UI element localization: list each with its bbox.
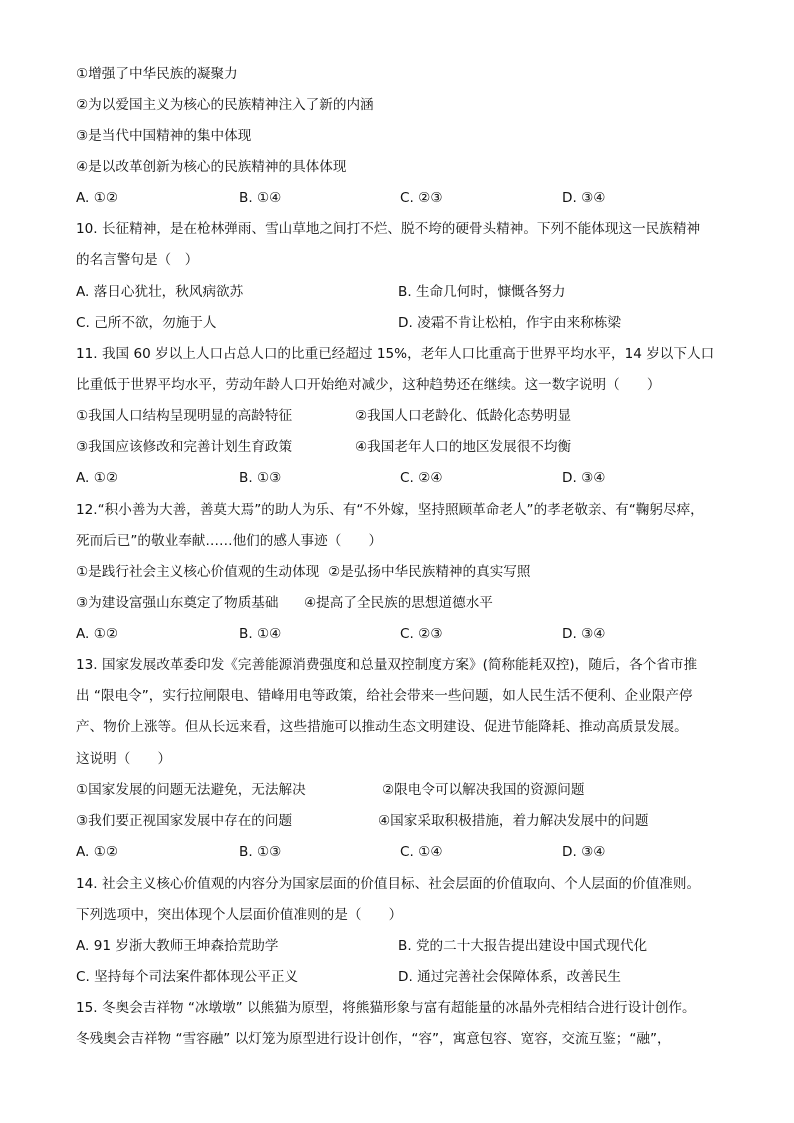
q12-stem-line-2: 死而后已”的敬业奉献……他们的感人事迹（ ）: [76, 533, 383, 549]
q12-option-d[interactable]: D. ③④: [562, 626, 606, 642]
q14-option-c[interactable]: C. 坚持每个司法案件都体现公平正义: [76, 969, 299, 985]
q12-item-4: ④提高了全民族的思想道德水平: [304, 595, 493, 611]
q13-stem-line-1: 13. 国家发展改革委印发《完善能源消费强度和总量双控制度方案》(简称能耗双控)，随后，各个省市推: [76, 657, 698, 673]
q9-item-2: ②为以爱国主义为核心的民族精神注入了新的内涵: [76, 97, 374, 113]
q11-option-b[interactable]: B. ①③: [239, 470, 282, 486]
q13-stem-line-3: 产、物价上涨等。但从长远来看，这些措施可以推动生态文明建设、促进节能降耗、推动高质景发展。: [76, 719, 688, 735]
q13-item-1: ①国家发展的问题无法避免，无法解决: [76, 782, 306, 798]
q11-option-d[interactable]: D. ③④: [562, 470, 606, 486]
q10-stem-line-2: 的名言警句是（ ）: [76, 252, 199, 268]
q14-options-row-2: [76, 967, 736, 987]
q14-option-b[interactable]: B. 党的二十大报告提出建设中国式现代化: [398, 938, 648, 954]
q12-stem-line-1: 12.“积小善为大善，善莫大焉”的助人为乐、有“不外嫁，坚持照顾革命老人”的孝老敬亲、有“鞠躬尽瘁，: [76, 502, 704, 518]
q14-stem-line-2: 下列选项中，突出体现个人层面价值准则的是（ ）: [76, 907, 403, 923]
q12-item-1: ①是践行社会主义核心价值观的生动体现: [76, 564, 320, 580]
q12-items-row-1: [76, 562, 736, 582]
q13-options: [76, 842, 736, 862]
q13-option-c[interactable]: C. ①④: [400, 844, 443, 860]
q12-item-3: ③为建设富强山东奠定了物质基础: [76, 595, 279, 611]
q11-item-3: ③我国应该修改和完善计划生育政策: [76, 439, 293, 455]
q10-option-c[interactable]: C. 己所不欲，勿施于人: [76, 315, 217, 331]
q13-item-4: ④国家采取积极措施，着力解决发展中的问题: [378, 813, 649, 829]
q10-options-row-1: [76, 282, 736, 302]
q14-options-row-1: [76, 936, 736, 956]
q12-option-b[interactable]: B. ①④: [239, 626, 282, 642]
q15-stem-line-2: 冬残奥会吉祥物 “雪容融” 以灯笼为原型进行设计创作，“容”，寓意包容、宽容，交流互鉴；“融”，: [76, 1031, 671, 1047]
q13-stem-line-4: 这说明（ ）: [76, 751, 172, 767]
q9-option-a[interactable]: A. ①②: [76, 190, 119, 206]
q9-option-b[interactable]: B. ①④: [239, 190, 282, 206]
q11-stem-line-1: 11. 我国 60 岁以上人口占总人口的比重已经超过 15%，老年人口比重高于世界平均水平，14 岁以下人口: [76, 346, 715, 362]
q11-option-a[interactable]: A. ①②: [76, 470, 119, 486]
q13-items-row-2: [76, 811, 736, 831]
q11-stem-line-2: 比重低于世界平均水平，劳动年龄人口开始绝对减少，这种趋势还在继续。这一数字说明（ ）: [76, 377, 661, 393]
q15-stem-line-1: 15. 冬奥会吉祥物 “冰墩墩” 以熊猫为原型，将熊猫形象与富有超能量的冰晶外壳相结合进行设计创作。: [76, 1000, 696, 1016]
q11-item-1: ①我国人口结构呈现明显的高龄特征: [76, 408, 293, 424]
q9-item-4: ④是以改革创新为核心的民族精神的具体体现: [76, 159, 347, 175]
q11-item-4: ④我国老年人口的地区发展很不均衡: [355, 439, 572, 455]
q10-stem-line-1: 10. 长征精神，是在枪林弹雨、雪山草地之间打不烂、脱不垮的硬骨头精神。下列不能体现这一民族精神: [76, 221, 701, 237]
q13-stem-line-2: 出 “限电令”，实行拉闸限电、错峰用电等政策，给社会带来一些问题，如人民生活不便利、企业限产停: [76, 688, 693, 704]
q11-options: [76, 468, 736, 488]
q9-option-c[interactable]: C. ②③: [400, 190, 443, 206]
q13-item-3: ③我们要正视国家发展中存在的问题: [76, 813, 293, 829]
q13-option-b[interactable]: B. ①③: [239, 844, 282, 860]
q12-option-a[interactable]: A. ①②: [76, 626, 119, 642]
q9-option-d[interactable]: D. ③④: [562, 190, 606, 206]
q9-options: [76, 188, 736, 208]
q10-options-row-2: [76, 313, 736, 333]
q11-items-row-1: [76, 406, 736, 426]
q11-item-2: ②我国人口老龄化、低龄化态势明显: [355, 408, 572, 424]
q10-option-a[interactable]: A. 落日心犹壮，秋风病欲苏: [76, 284, 244, 300]
q13-item-2: ②限电令可以解决我国的资源问题: [382, 782, 585, 798]
q14-option-a[interactable]: A. 91 岁浙大教师王坤森拾荒助学: [76, 938, 279, 954]
q9-item-3: ③是当代中国精神的集中体现: [76, 128, 252, 144]
q9-item-1: ①增强了中华民族的凝聚力: [76, 66, 238, 82]
q12-option-c[interactable]: C. ②③: [400, 626, 443, 642]
q12-options: [76, 624, 736, 644]
q11-items-row-2: [76, 437, 736, 457]
q14-option-d[interactable]: D. 通过完善社会保障体系，改善民生: [398, 969, 622, 985]
q10-option-b[interactable]: B. 生命几何时，慷慨各努力: [398, 284, 566, 300]
q12-item-2: ②是弘扬中华民族精神的真实写照: [328, 564, 531, 580]
q10-option-d[interactable]: D. 凌霜不肯让松柏，作宇由来称栋梁: [398, 315, 622, 331]
q12-items-row-2: [76, 593, 736, 613]
q13-option-d[interactable]: D. ③④: [562, 844, 606, 860]
q13-items-row-1: [76, 780, 736, 800]
q11-option-c[interactable]: C. ②④: [400, 470, 443, 486]
q14-stem-line-1: 14. 社会主义核心价值观的内容分为国家层面的价值目标、社会层面的价值取向、个人层面的价值准则。: [76, 876, 701, 892]
q13-option-a[interactable]: A. ①②: [76, 844, 119, 860]
